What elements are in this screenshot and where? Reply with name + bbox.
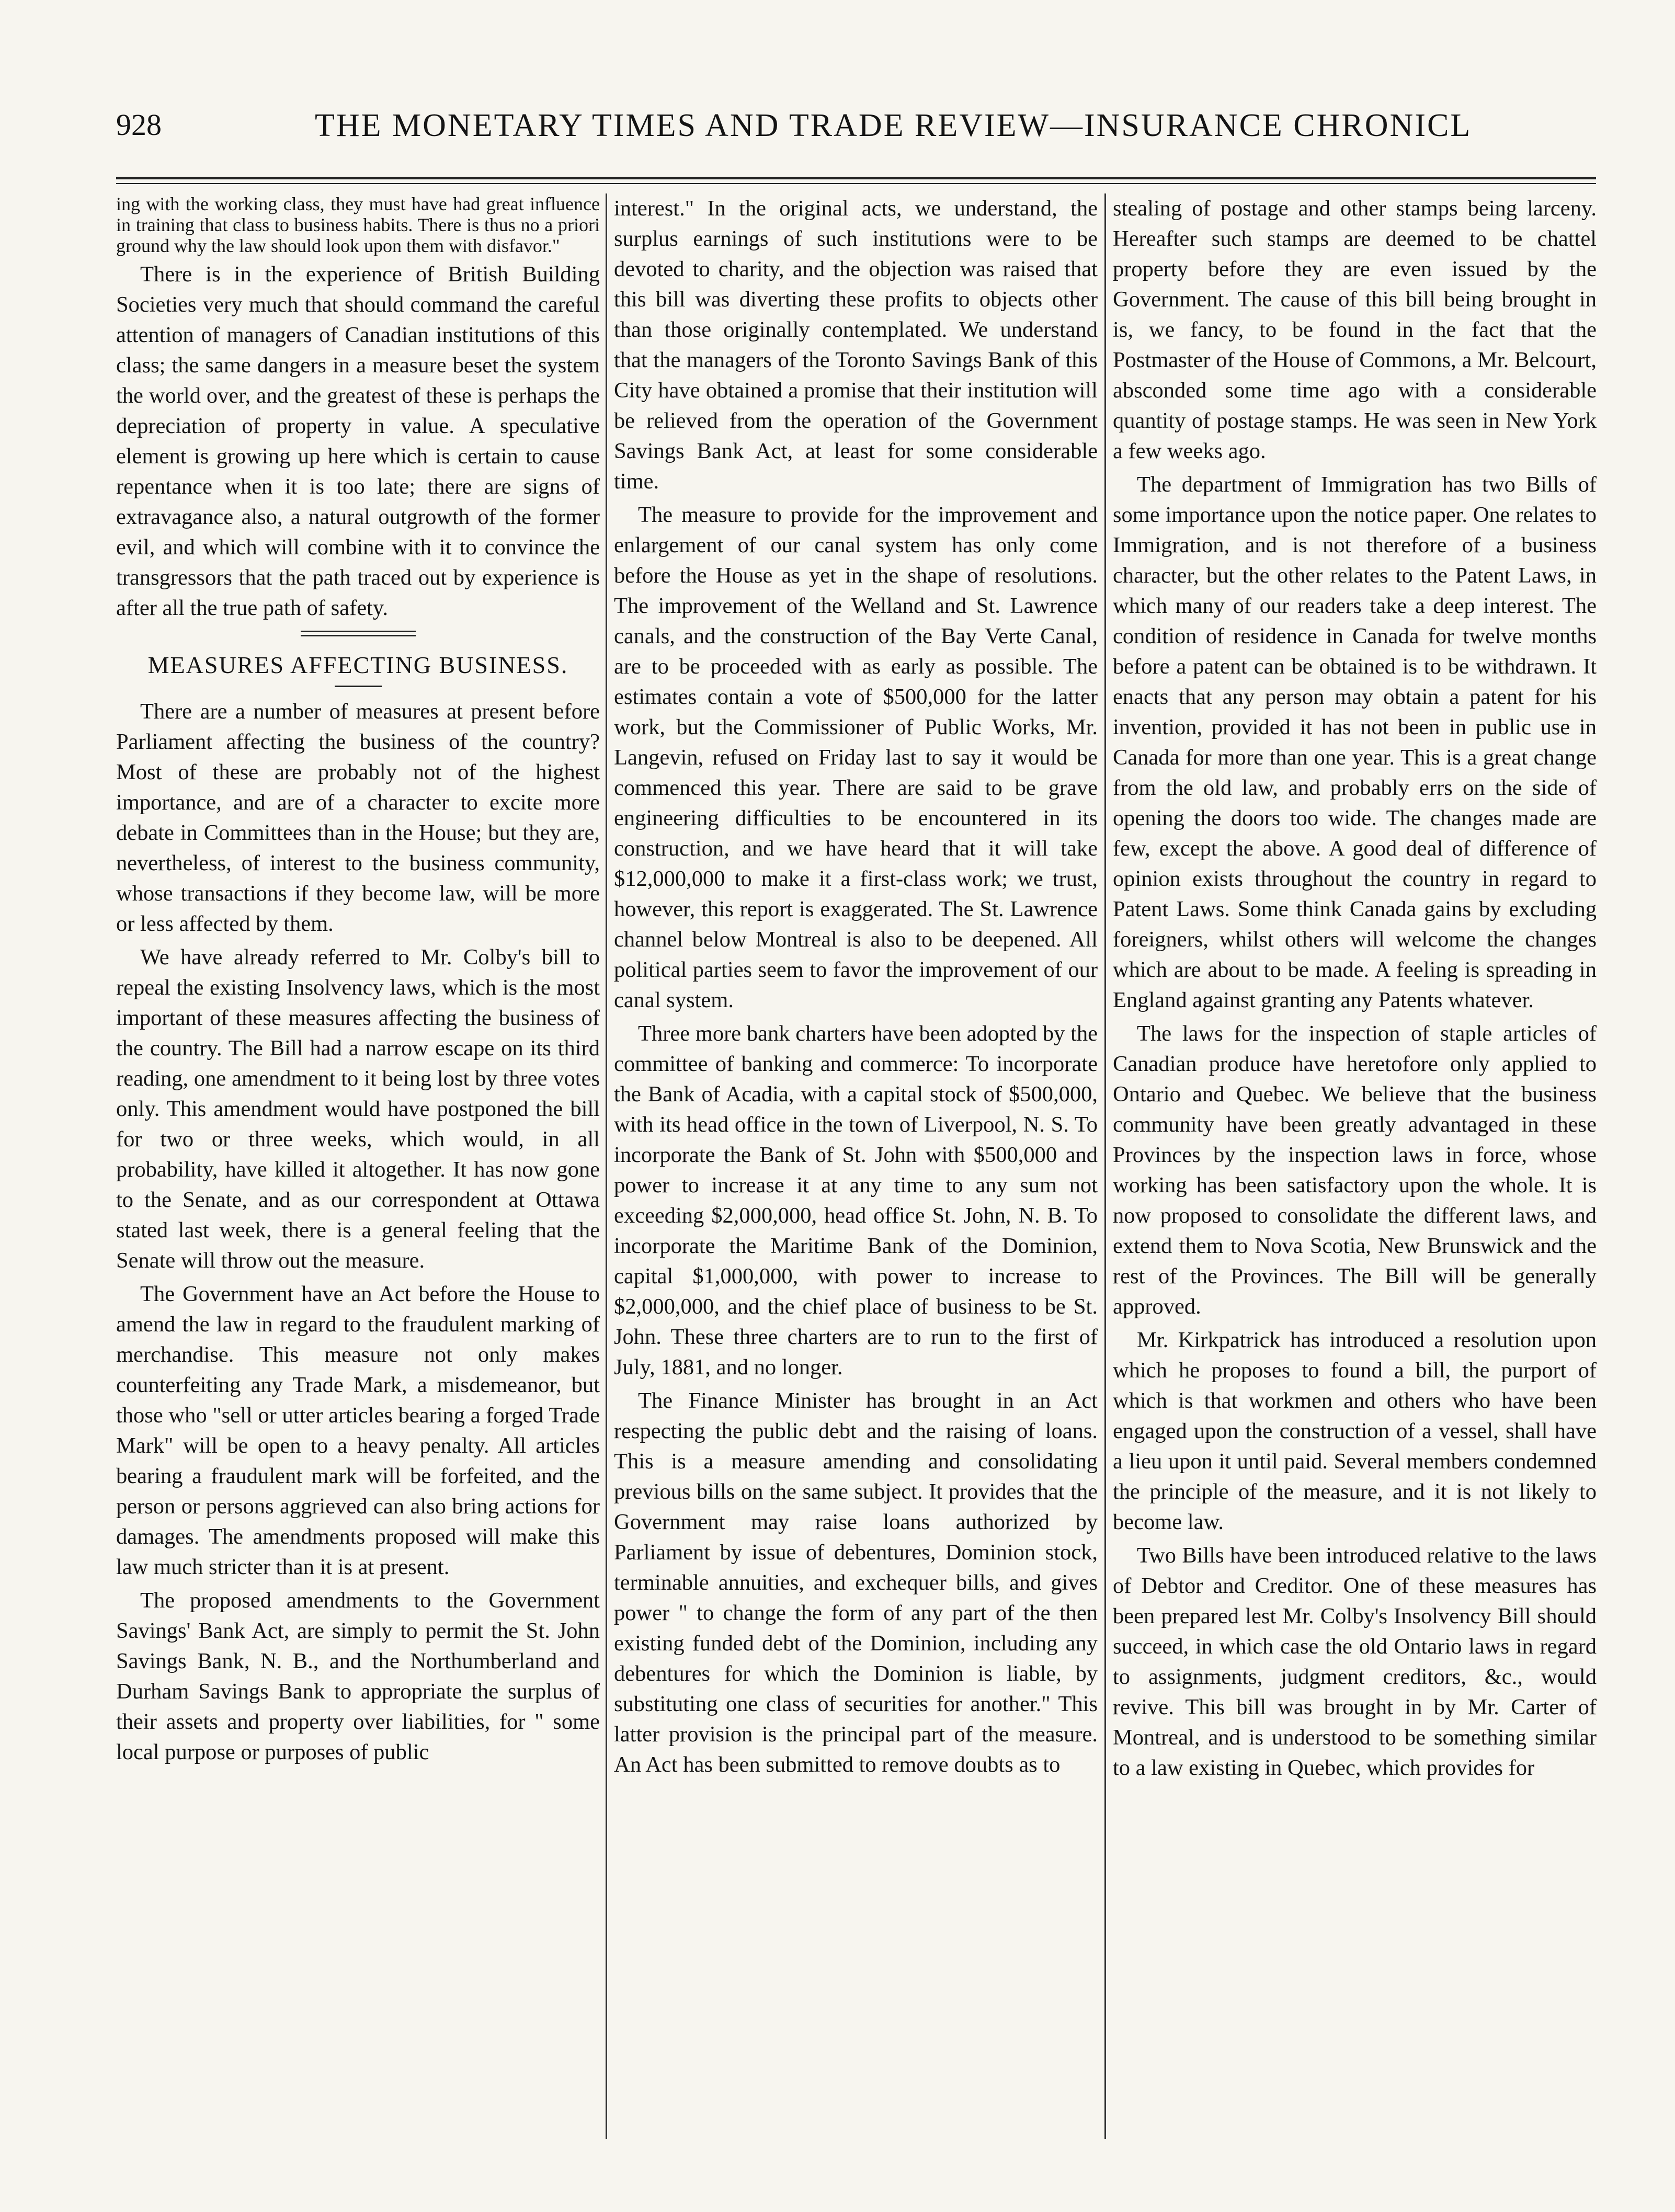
column-3 [1113,193,1597,2139]
page-number: 928 [116,108,162,142]
paragraph-bank-charters: Three more bank charters have been adopted by the committee of banking and commerce: To incorporate the Bank of Acadia, with a capital stock of $500,000, with its head office in the town of Liverpool, N. S. To incorporate the Bank of St. John with $500,000 and power to increase it at any time to any sum not exceeding $2,000,000, head office St. John, N. B. To incorporate the Maritime Bank of the Dominion, capital $1,000,000, with power to increase to $2,000,000, and the chief place of business to be St. John. These three charters are to run to the first of July, 1881, and no longer. [614,1021,1098,1379]
paragraph-colby-bill: We have already referred to Mr. Colby's bill to repeal the existing Insolvency laws, which is the most important of these measures affecting the business of the country. The Bill had a narrow escape on its third reading, one amendment to it being lost by three votes only. This amendment would have postponed the bill for two or three weeks, which would, in all probability, have killed it altogether. It has now gone to the Senate, and as our correspondent at Ottawa stated last week, there is a general feeling that the Senate will throw out the measure. [116,945,600,1273]
column-2 [614,193,1098,2139]
header-rule-thick [116,177,1596,179]
paragraph-trade-mark: The Government have an Act before the House to amend the law in regard to the fraudulent marking of merchandise. This measure not only makes counterfeiting any Trade Mark, a misdemeanor, but those who "sell or utter articles bearing a forged Trade Mark" will be open to a heavy penalty. All articles bearing a fraudulent mark will be forfeited, and the person or persons aggrieved can also bring actions for damages. The amendments proposed will make this law much stricter than it is at present. [116,1282,600,1579]
paragraph-canal: The measure to provide for the improvement and enlargement of our canal system has only come before the House as yet in the shape of resolutions. The improvement of the Welland and St. Lawrence canals, and the construction of the Bay Verte Canal, are to be proceeded with as early as possible. The estimates contain a vote of $500,000 for the latter work, but the Commissioner of Public Works, Mr. Langevin, refused on Friday last to say it would be commenced this year. There are said to be grave engineering difficulties to be encountered in its construction, and we have heard that it will take $12,000,000 to make it a first-class work; we trust, however, this report is exaggerated. The St. Lawrence channel below Montreal is also to be deepened. All political parties seem to favor the improvement of our canal system. [614,503,1098,1012]
paragraph-inspection: The laws for the inspection of staple articles of Canadian produce have heretofore only applied to Ontario and Quebec. We believe that the business community have been greatly advantaged in these Provinces by the inspection laws in force, whose working has been satisfactory upon the whole. It is now proposed to consolidate the different laws, and extend them to Nova Scotia, New Brunswick and the rest of the Provinces. The Bill will be generally approved. [1113,1021,1597,1319]
paragraph-kirkpatrick: Mr. Kirkpatrick has introduced a resolution upon which he proposes to found a bill, the purport of which is that workmen and others who have been engaged upon the construction of a vessel, shall have a lieu upon it until paid. Several members condemned the principle of the measure, and it is not likely to become law. [1113,1328,1597,1534]
paragraph-debtor-creditor: Two Bills have been introduced relative to the laws of Debtor and Creditor. One of these measures has been prepared lest Mr. Colby's Insolvency Bill should succeed, in which case the old Ontario laws in regard to assignments, judgment creditors, &c., would revive. This bill was brought in by Mr. Carter of Montreal, and is understood to be something similar to a law existing in Quebec, which provides for [1113,1543,1597,1780]
column-1 [116,193,600,2139]
paragraph-finance-minister: The Finance Minister has brought in an Act respecting the public debt and the raising of loans. This is a measure amending and consolidating previous bills on the same subject. It provides that the Government may raise loans authorized by Parliament by issue of debentures, Dominion stock, terminable annuities, and exchequer bills, and gives power " to change the form of any part of the then existing funded debt of the Dominion, including any debentures for which the Dominion is liable, by substituting one class of securities for another." This latter provision is the principal part of the measure. An Act has been submitted to remove doubts as to [614,1388,1098,1777]
section-separator [301,631,416,636]
column-divider-2 [1104,193,1106,2139]
paragraph-savings-bank: The proposed amendments to the Government Savings' Bank Act, are simply to permit the St. John Savings Bank, N. B., and the Northumberland and Durham Savings Bank to appropriate the surplus of their assets and property over liabilities, for " some local purpose or purposes of public [116,1588,600,1764]
section-title: MEASURES AFFECTING BUSINESS. [147,652,568,678]
quote-ending: ing with the working class, they must have had great influence in training that class to business habits. There is thus no a priori ground why the law should look upon them with disfavor." [116,193,600,256]
title-underline [335,686,382,687]
paragraph-immigration: The department of Immigration has two Bills of some importance upon the notice paper. One relates to Immigration, and is not therefore of a business character, but the other relates to the Patent Laws, in which many of our readers take a deep interest. The condition of residence in Canada for twelve months before a patent can be obtained is to be withdrawn. It enacts that any person may obtain a patent for his invention, provided it has not been in public use in Canada for more than one year. This is a great change from the old law, and probably errs on the side of opening the doors too wide. The changes made are few, except the above. A good deal of difference of opinion exists throughout the country in regard to Patent Laws. Some think Canada gains by excluding foreigners, whilst others will welcome the changes which are about to be made. A feeling is spreading in England against granting any Patents whatever. [1113,472,1597,1012]
running-title: THE MONETARY TIMES AND TRADE REVIEW—INSURANCE CHRONICL [315,108,1472,143]
paragraph-building-societies: There is in the experience of British Building Societies very much that should command the careful attention of managers of Canadian institutions of this class; the same dangers in a measure beset the system the world over, and the greatest of these is perhaps the depreciation of property in value. A speculative element is growing up here which is certain to cause repentance when it is too late; there are signs of extravagance also, a natural outgrowth of the former evil, and which will combine with it to convince the transgressors that the path traced out by experience is after all the true path of safety. [116,262,600,620]
column-divider-1 [606,193,607,2139]
paragraph-stamps: stealing of postage and other stamps being larceny. Hereafter such stamps are deemed to be chattel property before they are even issued by the Government. The cause of this bill being brought in is, we fancy, to be found in the fact that the Postmaster of the House of Commons, a Mr. Belcourt, absconded some time ago with a considerable quantity of postage stamps. He was seen in New York a few weeks ago. [1113,196,1597,463]
paragraph-measures: There are a number of measures at present before Parliament affecting the business of the country? Most of these are probably not of the highest importance, and are of a character to excite more debate in Committees than in the House; but they are, nevertheless, of interest to the business community, whose transactions if they become law, will be more or less affected by them. [116,699,600,936]
paragraph-interest: interest." In the original acts, we understand, the surplus earnings of such institutions were to be devoted to charity, and the objection was raised that this bill was diverting these profits to objects other than those originally contemplated. We understand that the managers of the Toronto Savings Bank of this City have obtained a promise that their institution will be relieved from the operation of the Government Savings Bank Act, at least for some considerable time. [614,196,1098,494]
page-header [116,107,1596,165]
header-rule-thin [116,183,1596,184]
